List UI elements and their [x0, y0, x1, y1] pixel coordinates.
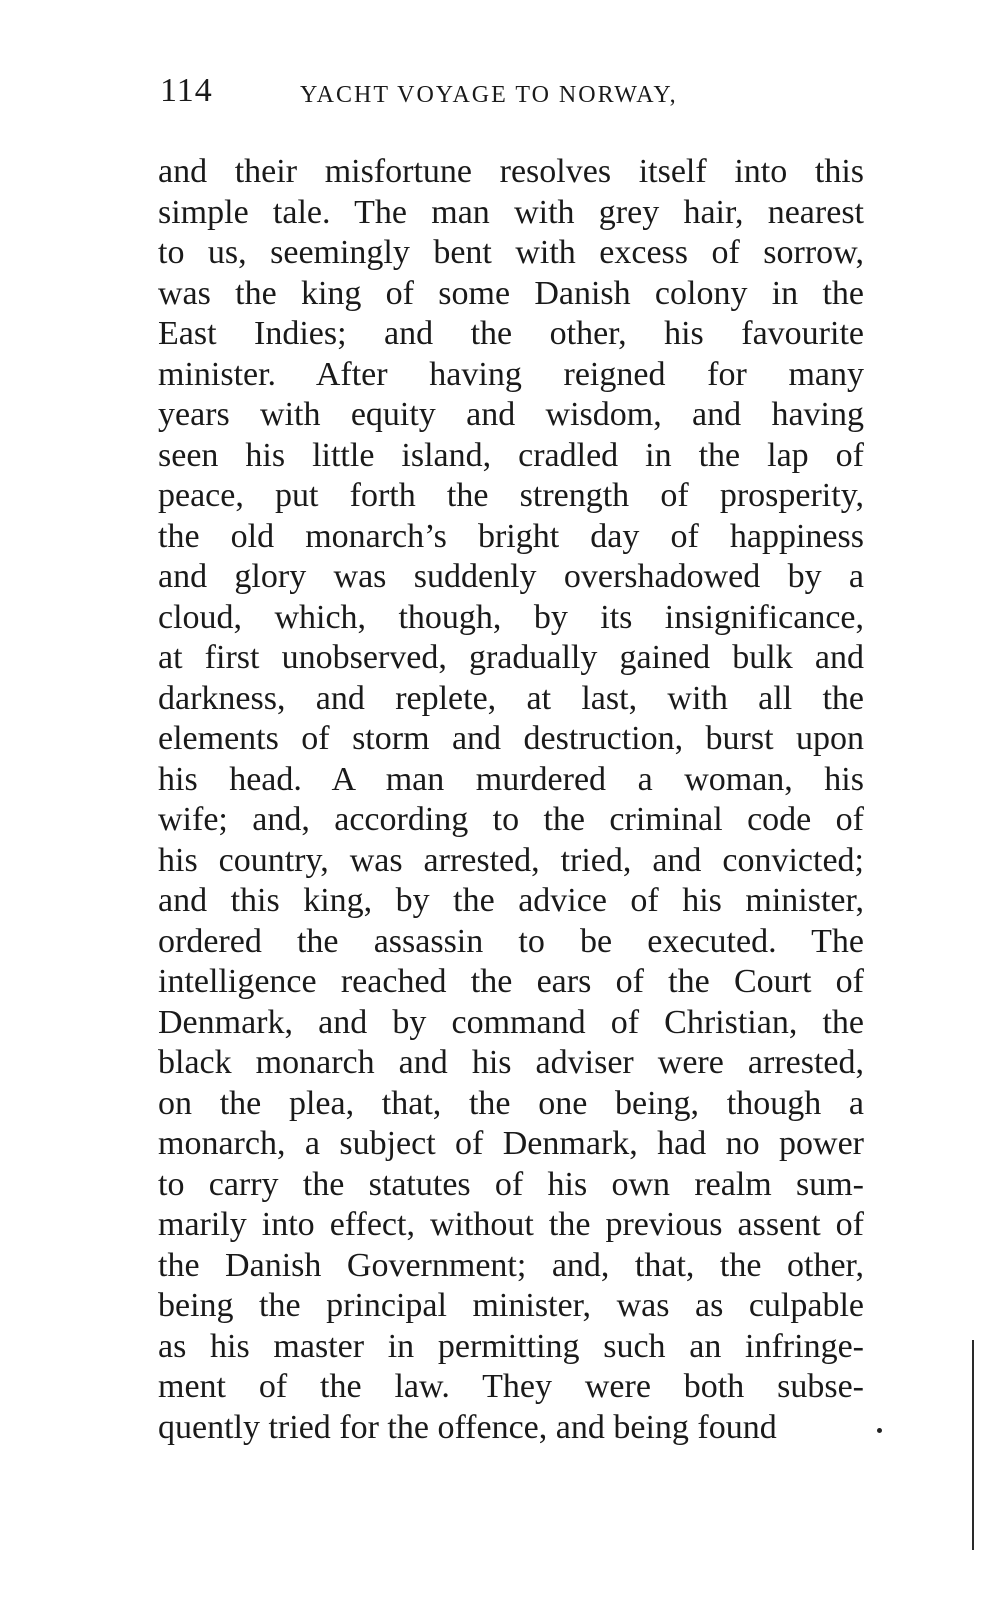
text-line: his country, was arrested, tried, and convicted;	[158, 841, 864, 879]
text-line: Denmark, and by command of Christian, the	[158, 1003, 864, 1041]
text-line: elements of storm and destruction, burst upon	[158, 720, 864, 757]
text-line: to us, seemingly bent with excess of sorrow,	[158, 234, 864, 271]
text-line: years with equity and wisdom, and having	[158, 396, 864, 433]
text-line: at first unobserved, gradually gained bulk and	[158, 639, 864, 676]
text-line: marily into effect, without the previous assent of	[158, 1206, 864, 1243]
text-line: to carry the statutes of his own realm sum-	[158, 1165, 864, 1203]
text-line: wife; and, according to the criminal code of	[158, 801, 864, 838]
text-line: and this king, by the advice of his minister,	[158, 882, 864, 919]
text-line: was the king of some Danish colony in the	[158, 274, 864, 312]
text-line: and their misfortune resolves itself into this	[158, 153, 864, 190]
page-edge-rule	[972, 1340, 974, 1550]
text-line: ordered the assassin to be executed. The	[158, 922, 864, 960]
text-line: peace, put forth the strength of prosperity,	[158, 477, 864, 514]
text-line: on the plea, that, the one being, though a	[158, 1084, 864, 1122]
text-line: cloud, which, though, by its insignificance,	[158, 598, 864, 636]
text-line: quently tried for the offence, and being found	[158, 1408, 777, 1446]
text-line: simple tale. The man with grey hair, nearest	[158, 193, 864, 231]
text-line: the Danish Government; and, that, the other,	[158, 1246, 864, 1284]
page-number: 114	[160, 72, 213, 109]
text-line: and glory was suddenly overshadowed by a	[158, 558, 864, 595]
text-line: seen his little island, cradled in the lap of	[158, 436, 864, 474]
ink-speck	[877, 1428, 882, 1433]
text-line: ment of the law. They were both subse-	[158, 1368, 864, 1405]
text-line: being the principal minister, was as culpable	[158, 1287, 864, 1324]
text-line: East Indies; and the other, his favourite	[158, 315, 864, 352]
text-line: the old monarch’s bright day of happiness	[158, 517, 864, 555]
text-line: as his master in permitting such an infringe-	[158, 1327, 864, 1365]
text-line: minister. After having reigned for many	[158, 355, 864, 393]
text-line: monarch, a subject of Denmark, had no power	[158, 1125, 864, 1162]
running-title: YACHT VOYAGE TO NORWAY,	[300, 82, 678, 108]
body-paragraph	[158, 152, 864, 1448]
text-line: black monarch and his adviser were arrested,	[158, 1044, 864, 1081]
running-head	[160, 72, 760, 122]
text-line: darkness, and replete, at last, with all the	[158, 679, 864, 717]
text-line: intelligence reached the ears of the Court of	[158, 963, 864, 1000]
text-line: his head. A man murdered a woman, his	[158, 760, 864, 798]
